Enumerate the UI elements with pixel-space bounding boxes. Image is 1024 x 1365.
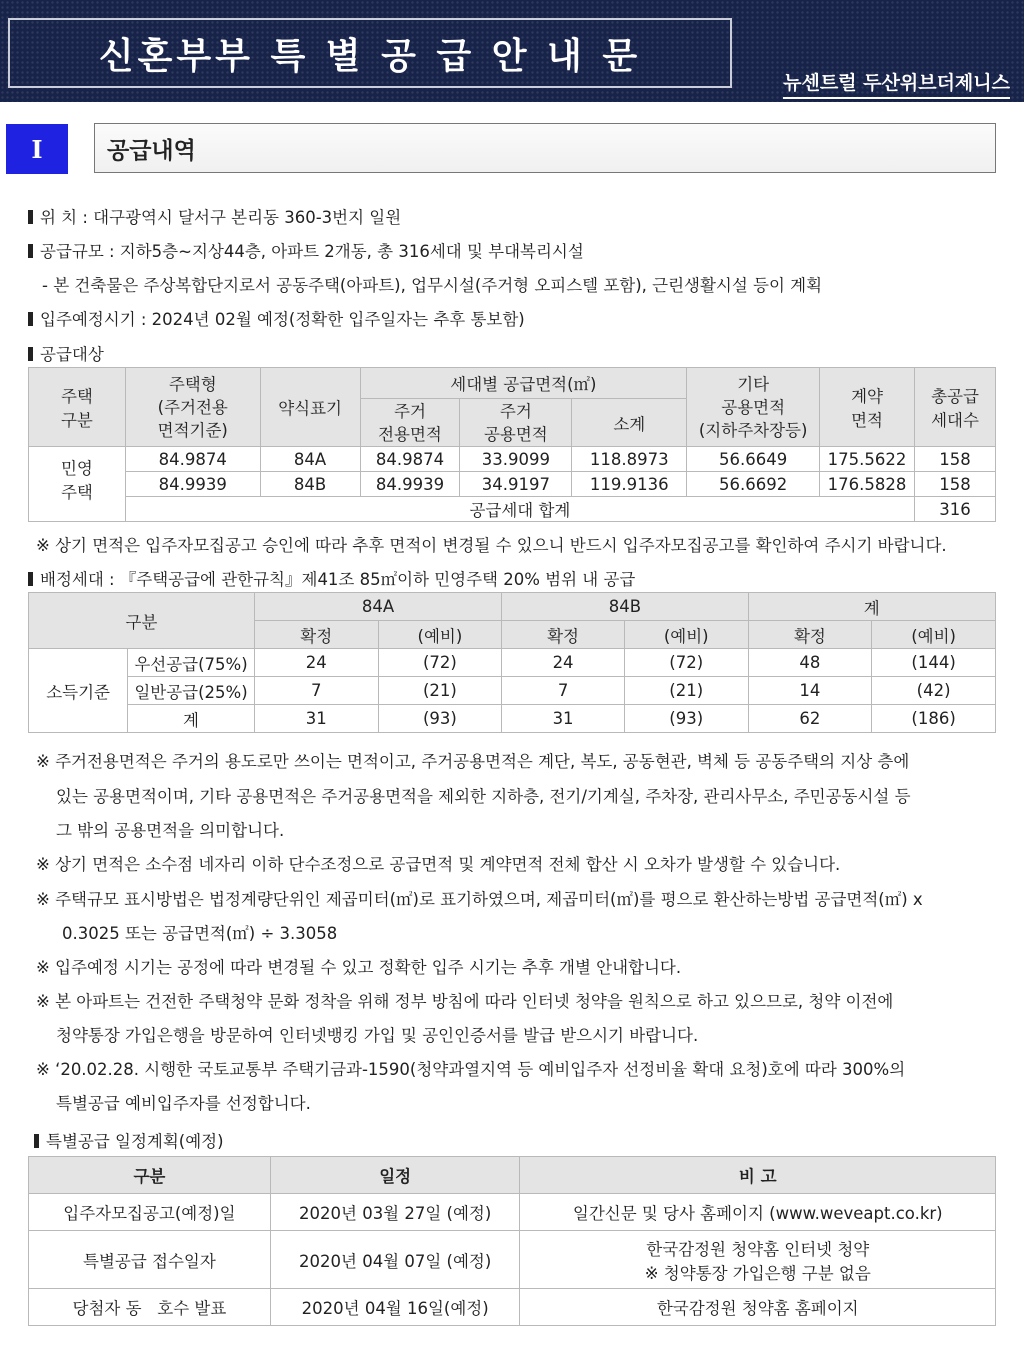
note-3-line-1: ※ 주택규모 표시방법은 법정계량단위인 제곱미터(㎡)로 표기하였으며, 제곱미터(㎡)를 평으로 환산하는방법 공급면적(㎡) x (36, 890, 923, 909)
allocation-line (28, 566, 635, 590)
bullet-icon (28, 312, 33, 326)
header-area-group: 세대별 공급면적(㎡) (360, 368, 687, 399)
category-cell: 소득기준 (29, 649, 128, 733)
bullet-icon (28, 572, 33, 586)
header-note: 비 고 (520, 1157, 996, 1194)
move-in-line (28, 306, 525, 330)
cell: (186) (872, 705, 996, 733)
cell-private: 84.9874 (360, 447, 460, 472)
note-6-line-2: 특별공급 예비입주자를 선정합니다. (56, 1094, 311, 1113)
section-number: I (6, 124, 68, 174)
cell-date: 2020년 04월 07일 (예정) (270, 1231, 520, 1289)
schedule-line (34, 1128, 224, 1152)
cell-date: 2020년 03월 27일 (예정) (270, 1194, 520, 1231)
note-6-line-1: ※ ‘20.02.28. 시행한 국토교통부 주택기금과-1590(청약과열지역 등 예비입주자 선정비율 확대 요청)호에 따라 300%의 (36, 1060, 906, 1079)
cell-common: 33.9099 (460, 447, 572, 472)
cell: 14 (748, 677, 872, 705)
schedule-table (28, 1156, 996, 1326)
page-header (0, 0, 1024, 102)
cell: 31 (254, 705, 378, 733)
section-title: 공급내역 (94, 123, 996, 173)
header-short-name: 약식표기 (260, 368, 360, 447)
scale-line (28, 238, 584, 262)
header-reserve: (예비) (378, 621, 502, 649)
row-label: 계 (128, 705, 255, 733)
header-other-common: 기타 공용면적 (지하주차장등) (687, 368, 820, 447)
company-name: 뉴센트럴 두산위브더제니스 (783, 68, 1010, 99)
cell: 7 (254, 677, 378, 705)
table-row (29, 705, 996, 733)
cell-div: 특별공급 접수일자 (29, 1231, 271, 1289)
header-house-div: 주택 구분 (29, 368, 126, 447)
note-1-line-2: 있는 공용면적이며, 기타 공용면적은 주거공용면적을 제외한 지하층, 전기/기계실, 주차장, 관리사무소, 주민공동시설 등 (56, 787, 911, 806)
cell: (21) (378, 677, 502, 705)
header-84a: 84A (254, 593, 501, 621)
header-div: 구분 (29, 1157, 271, 1194)
header-contract-area: 계약 면적 (820, 368, 915, 447)
cell-note (520, 1231, 996, 1289)
header-date: 일정 (270, 1157, 520, 1194)
header-private-area: 주거 전용면적 (360, 399, 460, 447)
cell-contract: 176.5828 (820, 472, 915, 497)
cell-private: 84.9939 (360, 472, 460, 497)
bullet-icon (28, 244, 33, 258)
table-row (29, 447, 996, 472)
header-confirm: 확정 (254, 621, 378, 649)
cell: 48 (748, 649, 872, 677)
cell: (93) (624, 705, 748, 733)
location-text: 위 치 : 대구광역시 달서구 본리동 360-3번지 일원 (40, 208, 402, 227)
header-total-units: 총공급 세대수 (915, 368, 996, 447)
cell-div: 당첨자 동 호수 발표 (29, 1289, 271, 1326)
cell: 31 (502, 705, 625, 733)
note-1-line-1: ※ 주거전용면적은 주거의 용도로만 쓰이는 면적이고, 주거공용면적은 계단, 복도, 공동현관, 벽체 등 공동주택의 지상 층에 (36, 752, 910, 771)
supply-table (28, 367, 996, 522)
header-subtotal: 소계 (572, 399, 687, 447)
header-total: 계 (748, 593, 995, 621)
cell: (144) (872, 649, 996, 677)
cell: 24 (254, 649, 378, 677)
cell-short: 84A (260, 447, 360, 472)
cell-date: 2020년 04월 16일(예정) (270, 1289, 520, 1326)
cell-subtotal: 118.8973 (572, 447, 687, 472)
move-in-text: 입주예정시기 : 2024년 02월 예정(정확한 입주일자는 추후 통보함) (40, 310, 525, 329)
cell: 24 (502, 649, 625, 677)
cell: (93) (378, 705, 502, 733)
note-5-line-1: ※ 본 아파트는 건전한 주택청약 문화 정착을 위해 정부 방침에 따라 인터넷 청약을 원칙으로 하고 있으므로, 청약 이전에 (36, 992, 894, 1011)
table-row (29, 677, 996, 705)
target-line (28, 341, 104, 365)
note-4: ※ 입주예정 시기는 공정에 따라 변경될 수 있고 정확한 입주 시기는 추후 개별 안내합니다. (36, 958, 682, 977)
cell-other: 56.6649 (687, 447, 820, 472)
location-line (28, 204, 401, 228)
cell-model: 84.9939 (125, 472, 260, 497)
cell: (21) (624, 677, 748, 705)
cell-note: 한국감정원 청약홈 홈페이지 (520, 1289, 996, 1326)
cell-short: 84B (260, 472, 360, 497)
allocation-table (28, 592, 996, 733)
cell-units: 158 (915, 472, 996, 497)
table-row (29, 472, 996, 497)
note-line-1: 한국감정원 청약홈 인터넷 청약 (646, 1239, 870, 1259)
scale-text: 공급규모 : 지하5층~지상44층, 아파트 2개동, 총 316세대 및 부대복리시설 (40, 242, 584, 261)
header-reserve: (예비) (872, 621, 996, 649)
header-common-area: 주거 공용면적 (460, 399, 572, 447)
header-reserve: (예비) (624, 621, 748, 649)
total-row (29, 497, 996, 522)
cell-model: 84.9874 (125, 447, 260, 472)
cell-contract: 175.5622 (820, 447, 915, 472)
cell-note: 일간신문 및 당사 홈페이지 (www.weveapt.co.kr) (520, 1194, 996, 1231)
bullet-icon (28, 347, 33, 361)
cell-units: 158 (915, 447, 996, 472)
bullet-icon (28, 210, 33, 224)
cell: (72) (378, 649, 502, 677)
row-label: 일반공급(25%) (128, 677, 255, 705)
target-label: 공급대상 (40, 345, 104, 364)
header-house-model: 주택형 (주거전용 면적기준) (125, 368, 260, 447)
allocation-text: 배정세대 : 『주택공급에 관한규칙』제41조 85㎡이하 민영주택 20% 범위 내 공급 (40, 570, 636, 589)
cell-common: 34.9197 (460, 472, 572, 497)
cell-div: 입주자모집공고(예정)일 (29, 1194, 271, 1231)
note-1-line-3: 그 밖의 공용면적을 의미합니다. (56, 821, 285, 840)
note-line-2: ※ 청약통장 가입은행 구분 없음 (644, 1263, 871, 1283)
row-label: 우선공급(75%) (128, 649, 255, 677)
scale-note: - 본 건축물은 주상복합단지로서 공동주택(아파트), 업무시설(주거형 오피스텔 포함), 근린생활시설 등이 계획 (42, 276, 823, 295)
cell: (72) (624, 649, 748, 677)
category-cell: 민영 주택 (29, 447, 126, 522)
note-2: ※ 상기 면적은 소수점 네자리 이하 단수조정으로 공급면적 및 계약면적 전체 합산 시 오차가 발생할 수 있습니다. (36, 855, 841, 874)
header-confirm: 확정 (748, 621, 872, 649)
schedule-label: 특별공급 일정계획(예정) (46, 1132, 224, 1151)
cell: 62 (748, 705, 872, 733)
table-row (29, 649, 996, 677)
note-5-line-2: 청약통장 가입은행을 방문하여 인터넷뱅킹 가입 및 공인인증서를 발급 받으시기 바랍니다. (56, 1026, 699, 1045)
total-units: 316 (915, 497, 996, 522)
table-row (29, 1194, 996, 1231)
table-row (29, 1231, 996, 1289)
cell-other: 56.6692 (687, 472, 820, 497)
note-3-line-2: 0.3025 또는 공급면적(㎡) ÷ 3.3058 (62, 924, 338, 943)
header-84b: 84B (502, 593, 748, 621)
table-row (29, 1289, 996, 1326)
header-div: 구분 (29, 593, 255, 649)
cell: 7 (502, 677, 625, 705)
title-box (8, 18, 732, 88)
header-confirm: 확정 (502, 621, 625, 649)
cell: (42) (872, 677, 996, 705)
supply-note: ※ 상기 면적은 입주자모집공고 승인에 따라 추후 면적이 변경될 수 있으니 반드시 입주자모집공고를 확인하여 주시기 바랍니다. (36, 536, 947, 555)
page-title: 신혼부부 특 별 공 급 안 내 문 (98, 35, 642, 77)
cell-subtotal: 119.9136 (572, 472, 687, 497)
bullet-icon (34, 1134, 39, 1148)
total-label: 공급세대 합계 (125, 497, 914, 522)
